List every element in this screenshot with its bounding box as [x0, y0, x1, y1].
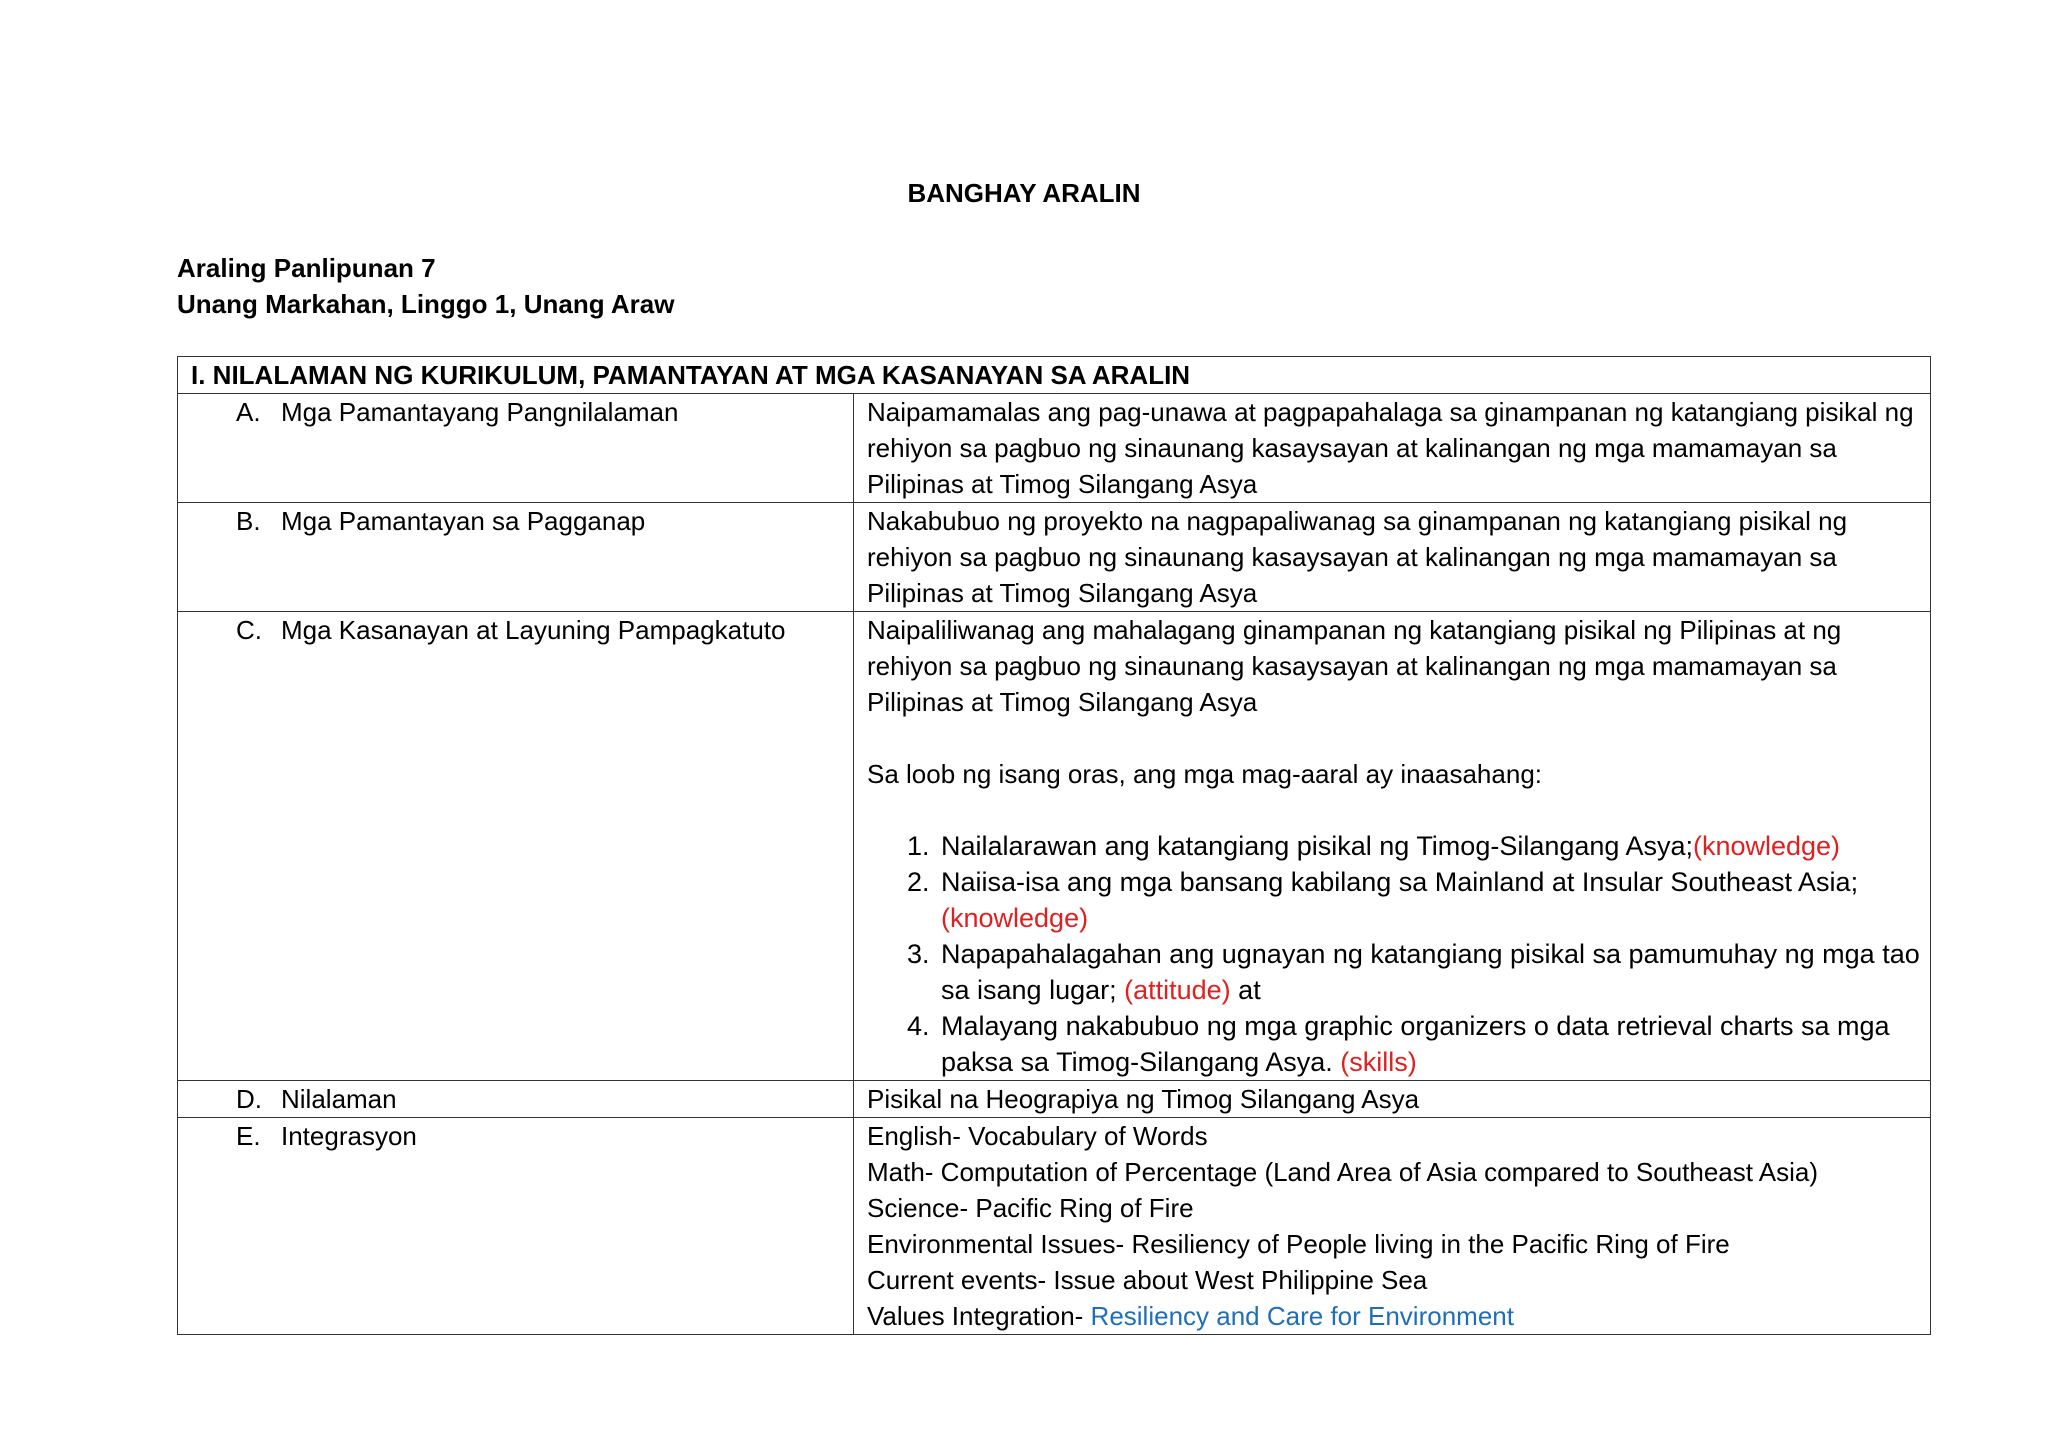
- row-label: Mga Kasanayan at Layuning Pampagkatuto: [281, 615, 786, 645]
- row-label-cell: [178, 1081, 854, 1118]
- row-letter: C.: [236, 615, 262, 645]
- table-row: [178, 612, 1931, 1081]
- row-letter: D.: [236, 1084, 262, 1114]
- integration-item: Science- Pacific Ring of Fire: [867, 1193, 1194, 1223]
- row-content: Naipamamalas ang pag-unawa at pagpapahalaga sa ginampanan ng katangiang pisikal ng rehiyon sa pagbuo ng sinaunang kasaysayan at kalinangan ng mga mamamayan sa Pilipinas at Timog Silangang Asya: [854, 394, 1931, 503]
- table-row: [178, 394, 1931, 503]
- values-integration: Values Integration- Resiliency and Care for Environment: [867, 1301, 1514, 1331]
- integration-item: Current events- Issue about West Philippine Sea: [867, 1265, 1428, 1295]
- row-label: Mga Pamantayan sa Pagganap: [281, 506, 646, 536]
- table-row: [178, 503, 1931, 612]
- objective-tag: (skills): [1340, 1047, 1417, 1077]
- objective-tag: (knowledge): [941, 903, 1089, 933]
- objective-tag: (knowledge): [1692, 831, 1841, 861]
- objective-tag: (attitude): [1124, 975, 1231, 1005]
- objectives-intro: Sa loob ng isang oras, ang mga mag-aaral ay inaasahang:: [867, 759, 1542, 789]
- row-label: Nilalaman: [281, 1084, 397, 1114]
- row-letter: A.: [236, 397, 261, 427]
- row-label: Integrasyon: [281, 1121, 417, 1151]
- objectives-list: [867, 828, 1930, 1080]
- list-item: 3. Napapahalagahan ang ugnayan ng katangiang pisikal sa pamumuhay ng mga tao sa isang lugar; (attitude) at: [937, 936, 1930, 1008]
- list-item: 1. Nailalarawan ang katangiang pisikal ng Timog-Silangang Asya;(knowledge): [937, 828, 1930, 864]
- row-label: Mga Pamantayang Pangnilalaman: [281, 397, 679, 427]
- integration-cell: [854, 1118, 1931, 1335]
- row-content: Naipaliliwanag ang mahalagang ginampanan ng katangiang pisikal ng Pilipinas at ng rehiyon sa pagbuo ng sinaunang kasaysayan at kalinangan ng mga mamamayan sa Pilipinas at Timog Silangang Asya: [867, 615, 1842, 717]
- subject-line: Araling Panlipunan 7: [177, 253, 436, 283]
- row-label-cell: [178, 612, 854, 1081]
- lesson-plan-table: [177, 356, 1931, 1335]
- section-header-row: [178, 357, 1931, 394]
- row-letter: E.: [236, 1121, 261, 1151]
- section-heading: I. NILALAMAN NG KURIKULUM, PAMANTAYAN AT MGA KASANAYAN SA ARALIN: [178, 357, 1931, 394]
- row-content-cell: [854, 612, 1931, 1081]
- list-item: 2. Naiisa-isa ang mga bansang kabilang sa Mainland at Insular Southeast Asia;(knowledge): [937, 864, 1930, 936]
- schedule-line: Unang Markahan, Linggo 1, Unang Araw: [177, 289, 675, 319]
- integration-item: Math- Computation of Percentage (Land Area of Asia compared to Southeast Asia): [867, 1157, 1819, 1187]
- table-row: [178, 1081, 1931, 1118]
- document-title: BANGHAY ARALIN: [907, 178, 1141, 208]
- row-label-cell: [178, 1118, 854, 1335]
- integration-item: English- Vocabulary of Words: [867, 1121, 1208, 1151]
- table-row: [178, 1118, 1931, 1335]
- list-item: 4. Malayang nakabubuo ng mga graphic organizers o data retrieval charts sa mga paksa sa Timog-Silangang Asya. (skills): [937, 1008, 1930, 1080]
- row-content: Pisikal na Heograpiya ng Timog Silangang Asya: [854, 1081, 1931, 1118]
- row-label-cell: [178, 394, 854, 503]
- values-highlight: Resiliency and Care for Environment: [1090, 1301, 1514, 1331]
- row-letter: B.: [236, 506, 261, 536]
- lesson-meta: [177, 250, 674, 322]
- row-content: Nakabubuo ng proyekto na nagpapaliwanag sa ginampanan ng katangiang pisikal ng rehiyon sa pagbuo ng sinaunang kasaysayan at kalinangan ng mga mamamayan sa Pilipinas at Timog Silangang Asya: [854, 503, 1931, 612]
- integration-item: Environmental Issues- Resiliency of People living in the Pacific Ring of Fire: [867, 1229, 1730, 1259]
- row-label-cell: [178, 503, 854, 612]
